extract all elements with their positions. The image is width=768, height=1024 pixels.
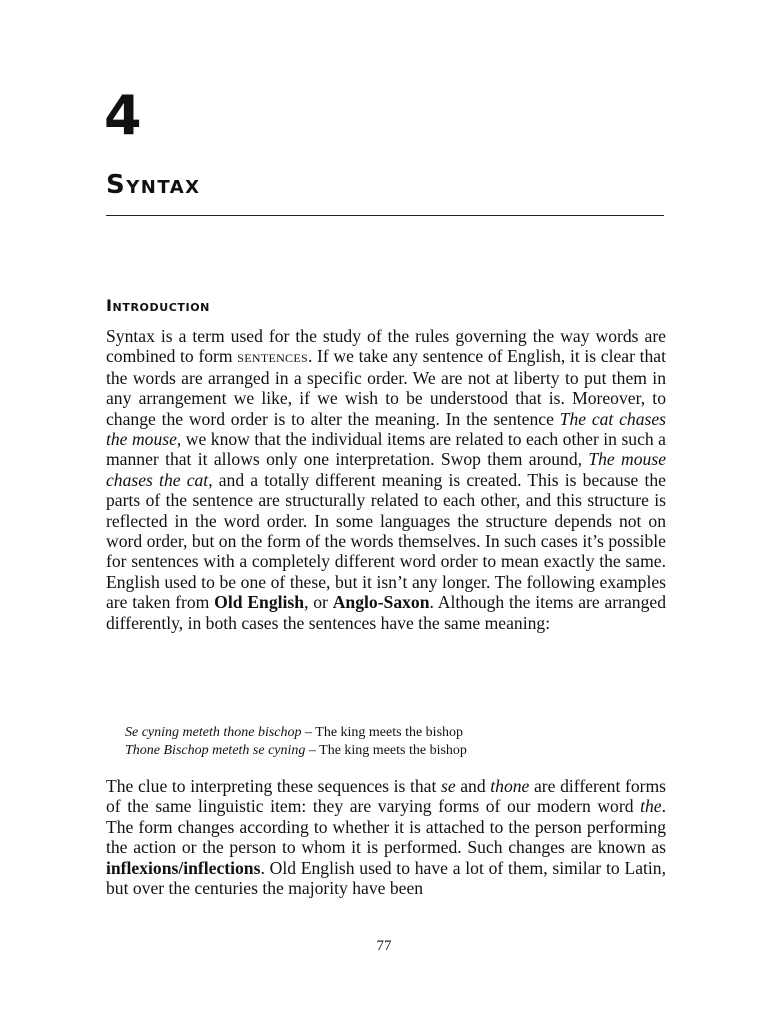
intro-paragraph: [106, 326, 666, 633]
section-heading: Introduction: [106, 296, 210, 315]
old-english-examples: [125, 724, 645, 760]
chapter-title: Syntax: [106, 170, 201, 200]
term-anglo-saxon: Anglo-Saxon: [332, 592, 430, 613]
term-sentences: sentences: [237, 347, 308, 367]
text-span: , or: [304, 592, 333, 613]
text-span: . The form changes according to whether it is attached to the person performing the action or the person to whom it is performed. Such changes are known as: [106, 796, 666, 858]
example-line: [125, 742, 645, 760]
old-english-text: Se cyning meteth thone bischop: [125, 725, 302, 740]
gloss-text: – The king meets the bishop: [305, 743, 467, 758]
page-number: 77: [376, 938, 392, 954]
title-rule: [106, 215, 664, 216]
old-english-text: Thone Bischop meteth se cyning: [125, 743, 306, 758]
text-span: The clue to interpreting these sequences is that: [106, 776, 441, 796]
gloss-text: – The king meets the bishop: [301, 725, 464, 740]
text-span: , and a totally different meaning is created. This is because the parts of the sentence are structurally related to each other, and this structure is reflected in the word order. In some languages the structure depends not on word order, but on the form of the words themselves. In such cases it’s possible for sentences with a completely different word order to mean exactly the same. English used to be one of these, but it isn’t any longer. The following examples are taken from: [106, 469, 666, 613]
text-span: and: [455, 776, 491, 796]
term-inflexions: inflexions/inflections: [106, 857, 261, 878]
text-span: . Although the items are arranged differently, in both cases the sentences have the same meaning:: [106, 592, 667, 633]
word-thone: thone: [490, 776, 530, 796]
example-sentence-1: The cat chases the mouse: [106, 408, 666, 450]
word-se: se: [440, 776, 456, 796]
word-the: the: [640, 796, 662, 817]
chapter-number: 4: [104, 84, 143, 147]
clue-paragraph: [106, 776, 666, 898]
term-old-english: Old English: [214, 592, 305, 613]
example-sentence-2: The mouse chases the cat: [106, 449, 667, 490]
text-span: . If we take any sentence of English, it is clear that the words are arranged in a specific order. We are not at liberty to put them in any arrangement we like, if we wish to be understood that is. Moreover, to change the word order is to alter the meaning. In the sentence: [106, 346, 666, 429]
example-line: [125, 724, 645, 742]
text-span: Syntax is a term used for the study of the rules governing the way words are combined to form: [106, 326, 666, 367]
text-span: , we know that the individual items are related to each other in such a manner that it allows only one interpretation. Swop them around,: [106, 429, 666, 470]
text-span: . Old English used to have a lot of them, similar to Latin, but over the centuries the majority have been: [106, 857, 666, 899]
text-span: are different forms of the same linguistic item: they are varying forms of our modern word: [106, 776, 667, 817]
